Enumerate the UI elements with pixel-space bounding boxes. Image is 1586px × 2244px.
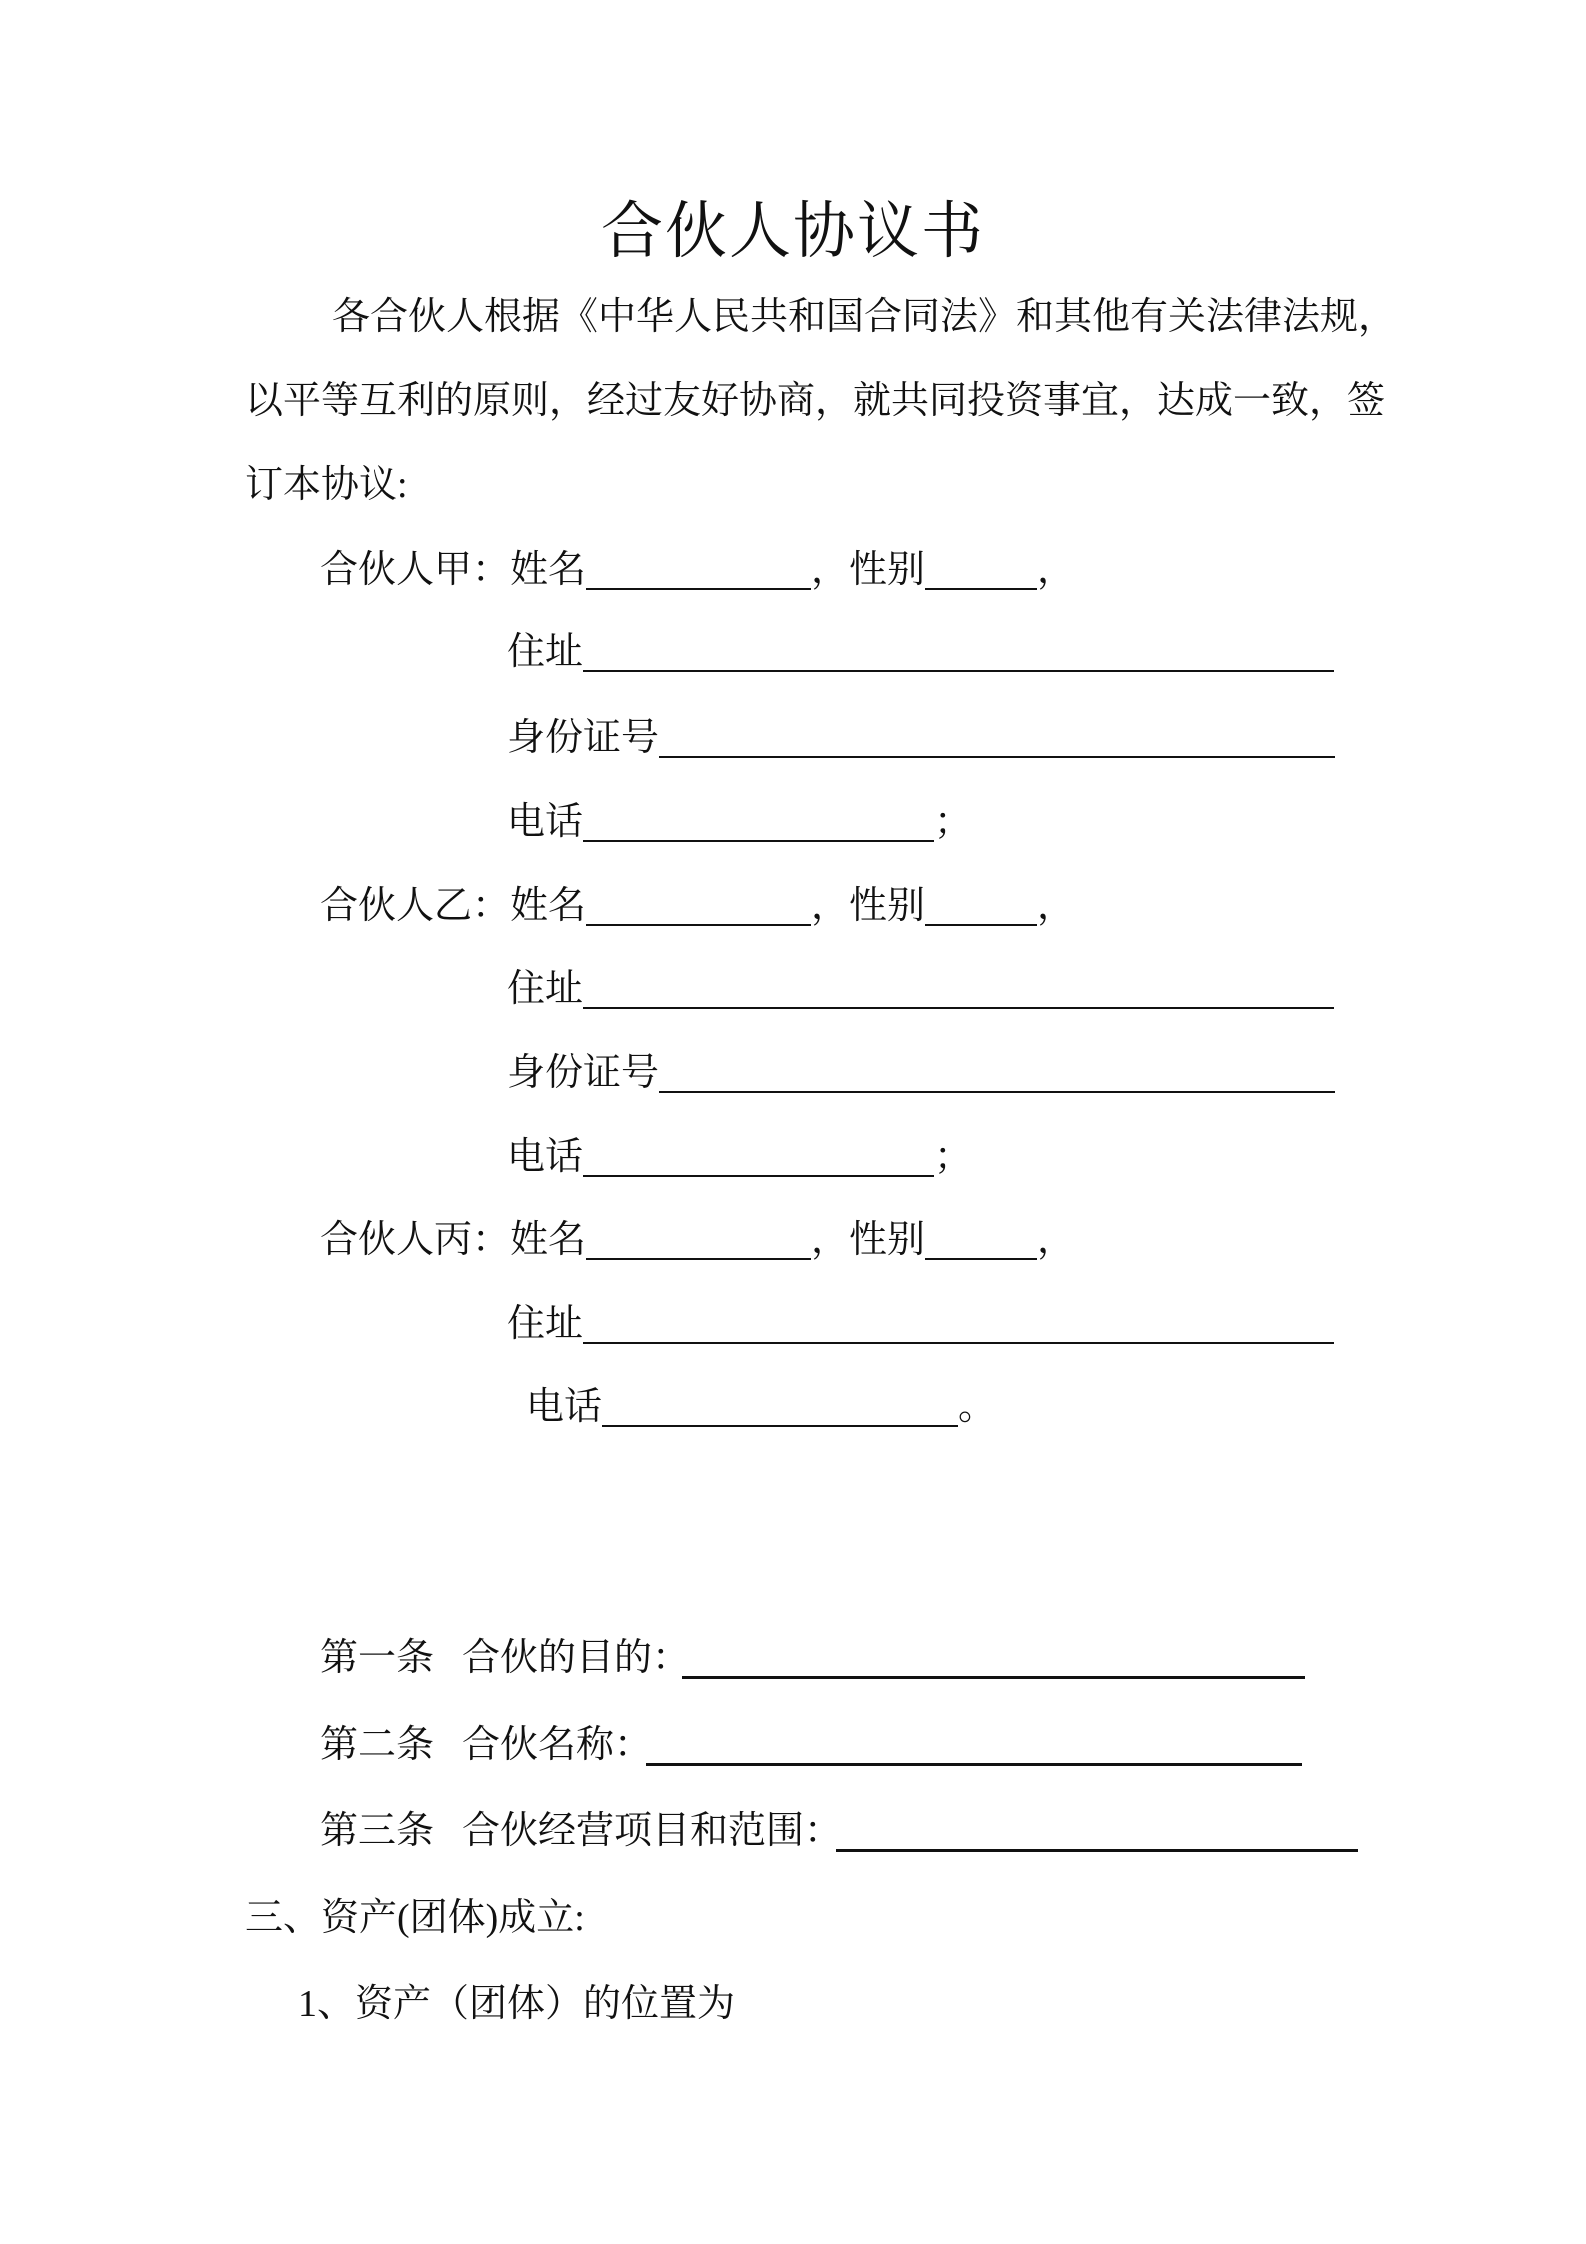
phone-label: 电话 (507, 801, 584, 843)
comma: ， (1037, 1219, 1076, 1261)
period: 。 (958, 1386, 997, 1428)
partner-a-address-row (507, 628, 1334, 676)
partner-a-label: 合伙人甲： (320, 549, 511, 591)
phone-label: 电话 (526, 1386, 603, 1428)
partner-b-name-row (320, 882, 1075, 930)
partner-a-id-field[interactable] (659, 716, 1335, 758)
partner-b-phone-row (507, 1133, 972, 1181)
article-number: 第二条 (320, 1724, 435, 1766)
name-label: 姓名 (510, 1219, 587, 1261)
address-label: 住址 (507, 1303, 584, 1345)
article-text: 合伙名称： (462, 1724, 653, 1766)
partner-a-address-field[interactable] (583, 630, 1334, 672)
name-label: 姓名 (510, 885, 587, 927)
intro-line-2: 以平等互利的原则，经过友好协商，就共同投资事宜，达成一致，签 (245, 380, 1386, 422)
intro-line-3: 订本协议: (245, 464, 408, 506)
partner-c-phone-row (526, 1383, 996, 1431)
section-3-heading: 三、资产(团体)成立: (245, 1897, 585, 1939)
comma: ， (1037, 549, 1076, 591)
address-label: 住址 (507, 968, 584, 1010)
gender-label: ，性别 (811, 1219, 926, 1261)
partner-c-gender-field[interactable] (925, 1218, 1037, 1260)
partner-b-id-row (507, 1049, 1335, 1097)
partner-c-name-field[interactable] (586, 1218, 811, 1260)
partner-a-name-row (320, 546, 1075, 594)
article-3-field[interactable] (836, 1809, 1358, 1852)
partner-c-phone-field[interactable] (602, 1385, 958, 1427)
partner-a-phone-row (507, 798, 972, 846)
partner-c-address-field[interactable] (583, 1302, 1334, 1344)
intro-line-1: 各合伙人根据《中华人民共和国合同法》和其他有关法律法规， (332, 296, 1397, 338)
partner-b-address-row (507, 965, 1334, 1013)
partner-b-name-field[interactable] (586, 884, 811, 926)
article-number: 第三条 (320, 1810, 435, 1852)
article-3 (320, 1807, 842, 1855)
address-label: 住址 (507, 631, 584, 673)
partner-a-name-field[interactable] (586, 548, 811, 590)
phone-label: 电话 (507, 1136, 584, 1178)
article-text: 合伙经营项目和范围： (462, 1810, 843, 1852)
article-2-field[interactable] (646, 1723, 1302, 1766)
partner-a-gender-field[interactable] (925, 548, 1037, 590)
partner-c-address-row (507, 1300, 1334, 1348)
article-number: 第一条 (320, 1637, 435, 1679)
gender-label: ，性别 (811, 549, 926, 591)
partner-b-label: 合伙人乙： (320, 885, 511, 927)
item-1: 1、资产（团体）的位置为 (298, 1983, 736, 2025)
partner-b-gender-field[interactable] (925, 884, 1037, 926)
semicolon: ； (934, 1136, 973, 1178)
partner-a-phone-field[interactable] (583, 800, 934, 842)
article-2 (320, 1721, 652, 1769)
comma: ， (1037, 885, 1076, 927)
id-label: 身份证号 (507, 717, 660, 759)
partner-b-address-field[interactable] (583, 967, 1334, 1009)
document-title: 合伙人协议书 (600, 198, 985, 266)
article-text: 合伙的目的： (462, 1637, 691, 1679)
name-label: 姓名 (510, 549, 587, 591)
article-1 (320, 1634, 690, 1682)
semicolon: ； (934, 801, 973, 843)
article-1-field[interactable] (682, 1636, 1305, 1679)
partner-c-name-row (320, 1216, 1075, 1264)
partner-b-phone-field[interactable] (583, 1135, 934, 1177)
partner-c-label: 合伙人丙： (320, 1219, 511, 1261)
partner-b-id-field[interactable] (659, 1051, 1335, 1093)
partner-a-id-row (507, 714, 1335, 762)
gender-label: ，性别 (811, 885, 926, 927)
id-label: 身份证号 (507, 1052, 660, 1094)
